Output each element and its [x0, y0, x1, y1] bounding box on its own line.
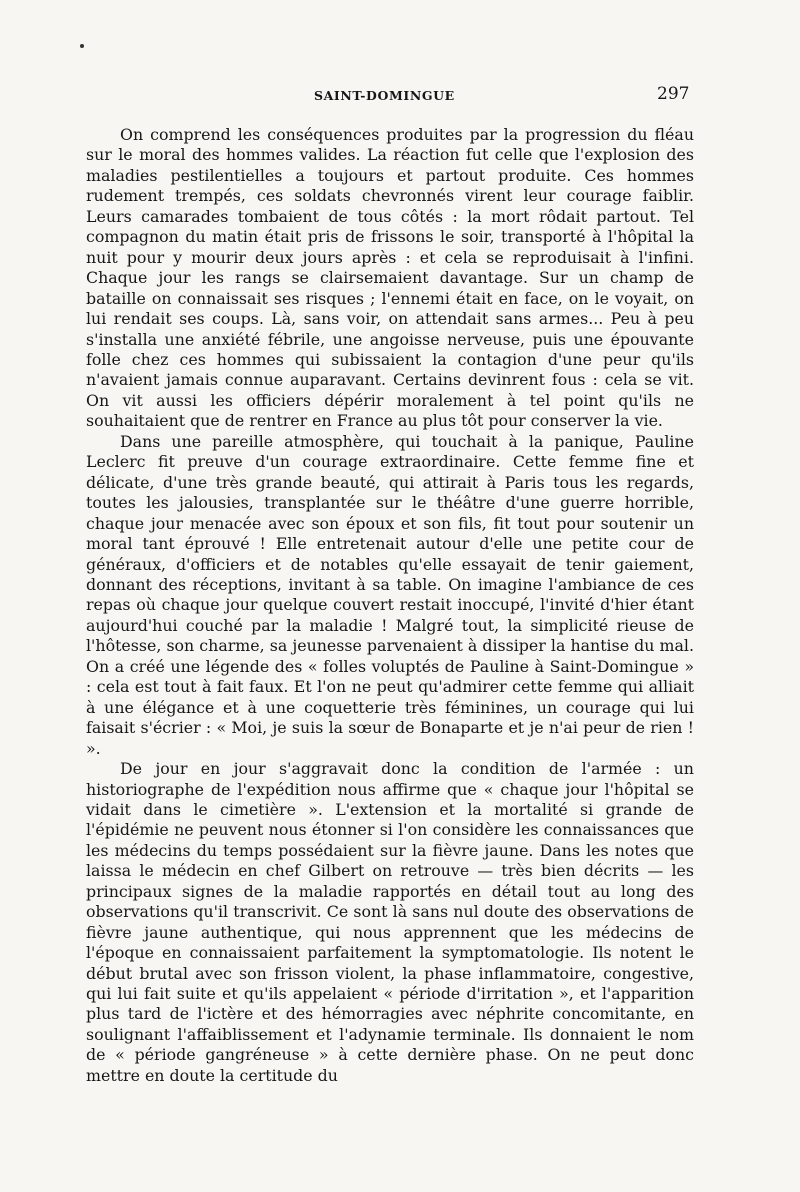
paragraph-2: Dans une pareille atmosphère, qui touchait à la panique, Pauline Leclerc fit preuve d'un courage extraordinaire. Cette femme fine et délicate, d'une très grande beauté, qui attirait à Paris tous les regards, toutes les jalousies, transplantée sur le théâtre d'une guerre horrible, chaque jour menacée avec son époux et son fils, fit tout pour soutenir un moral tant éprouvé ! Elle entretenait autour d'elle une petite cour de généraux, d'officiers et de notables qu'elle essayait de tenir gaiement, donnant des réceptions, invitant à sa table. On imagine l'ambiance de ces repas où chaque jour quelque couvert restait inoccupé, l'invité d'hier étant aujourd'hui couché par la maladie ! Malgré tout, la simplicité rieuse de l'hôtesse, son charme, sa jeunesse parvenaient à dissiper la hantise du mal. On a créé une légende des « folles voluptés de Pauline à Saint-Domingue » : cela est tout à fait faux. Et l'on ne peut qu'admirer cette femme qui alliait à une élégance et à une coquetterie très féminines, un courage qui lui faisait s'écrier : « Moi, je suis la sœur de Bonaparte et je n'ai peur de rien ! ».: [86, 431, 694, 758]
paragraph-1: On comprend les conséquences produites par la progression du fléau sur le moral des hommes valides. La réaction fut celle que l'explosion des maladies pestilentielles a toujours et partout produite. Ces hommes rudement trempés, ces soldats chevronnés virent leur courage faiblir. Leurs camarades tombaient de tous côtés : la mort rôdait partout. Tel compagnon du matin était pris de frissons le soir, transporté à l'hôpital la nuit pour y mourir deux jours après : et cela se reproduisait à l'infini. Chaque jour les rangs se clairsemaient davantage. Sur un champ de bataille on connaissait ses risques ; l'ennemi était en face, on le voyait, on lui rendait ses coups. Là, sans voir, on attendait sans armes... Peu à peu s'installa une anxiété fébrile, une angoisse nerveuse, puis une épouvante folle chez ces hommes qui subissaient la contagion d'une peur qu'ils n'avaient jamais connue auparavant. Certains devinrent fous : cela se vit. On vit aussi les officiers dépérir moralement à tel point qu'ils ne souhaitaient que de rentrer en France au plus tôt pour conserver la vie.: [86, 125, 694, 431]
paragraph-3: De jour en jour s'aggravait donc la condition de l'armée : un historiographe de l'expédition nous affirme que « chaque jour l'hôpital se vidait dans le cimetière ». L'extension et la mortalité si grande de l'épidémie ne peuvent nous étonner si l'on considère les connaissances que les médecins du temps possédaient sur la fièvre jaune. Dans les notes que laissa le médecin en chef Gilbert on retrouve — très bien décrits — les principaux signes de la maladie rapportés en détail tout au long des observations qu'il transcrivit. Ce sont là sans nul doute des observations de fièvre jaune authentique, qui nous apprennent que les médecins de l'époque en connaissaient parfaitement la symptomatologie. Ils notent le début brutal avec son frisson violent, la phase inflammatoire, congestive, qui lui fait suite et qu'ils appelaient « période d'irritation », et l'apparition plus tard de l'ictère et des hémorragies avec néphrite concomitante, en soulignant l'affaiblissement et l'adynamie terminale. Ils donnaient le nom de « période gangréneuse » à cette dernière phase. On ne peut donc mettre en doute la certitude du: [86, 759, 694, 1085]
page-header: [0, 84, 800, 110]
body-text: [86, 125, 694, 1086]
running-head: SAINT-DOMINGUE: [314, 88, 455, 103]
page-number: 297: [657, 84, 690, 104]
ink-speck: [80, 44, 84, 48]
